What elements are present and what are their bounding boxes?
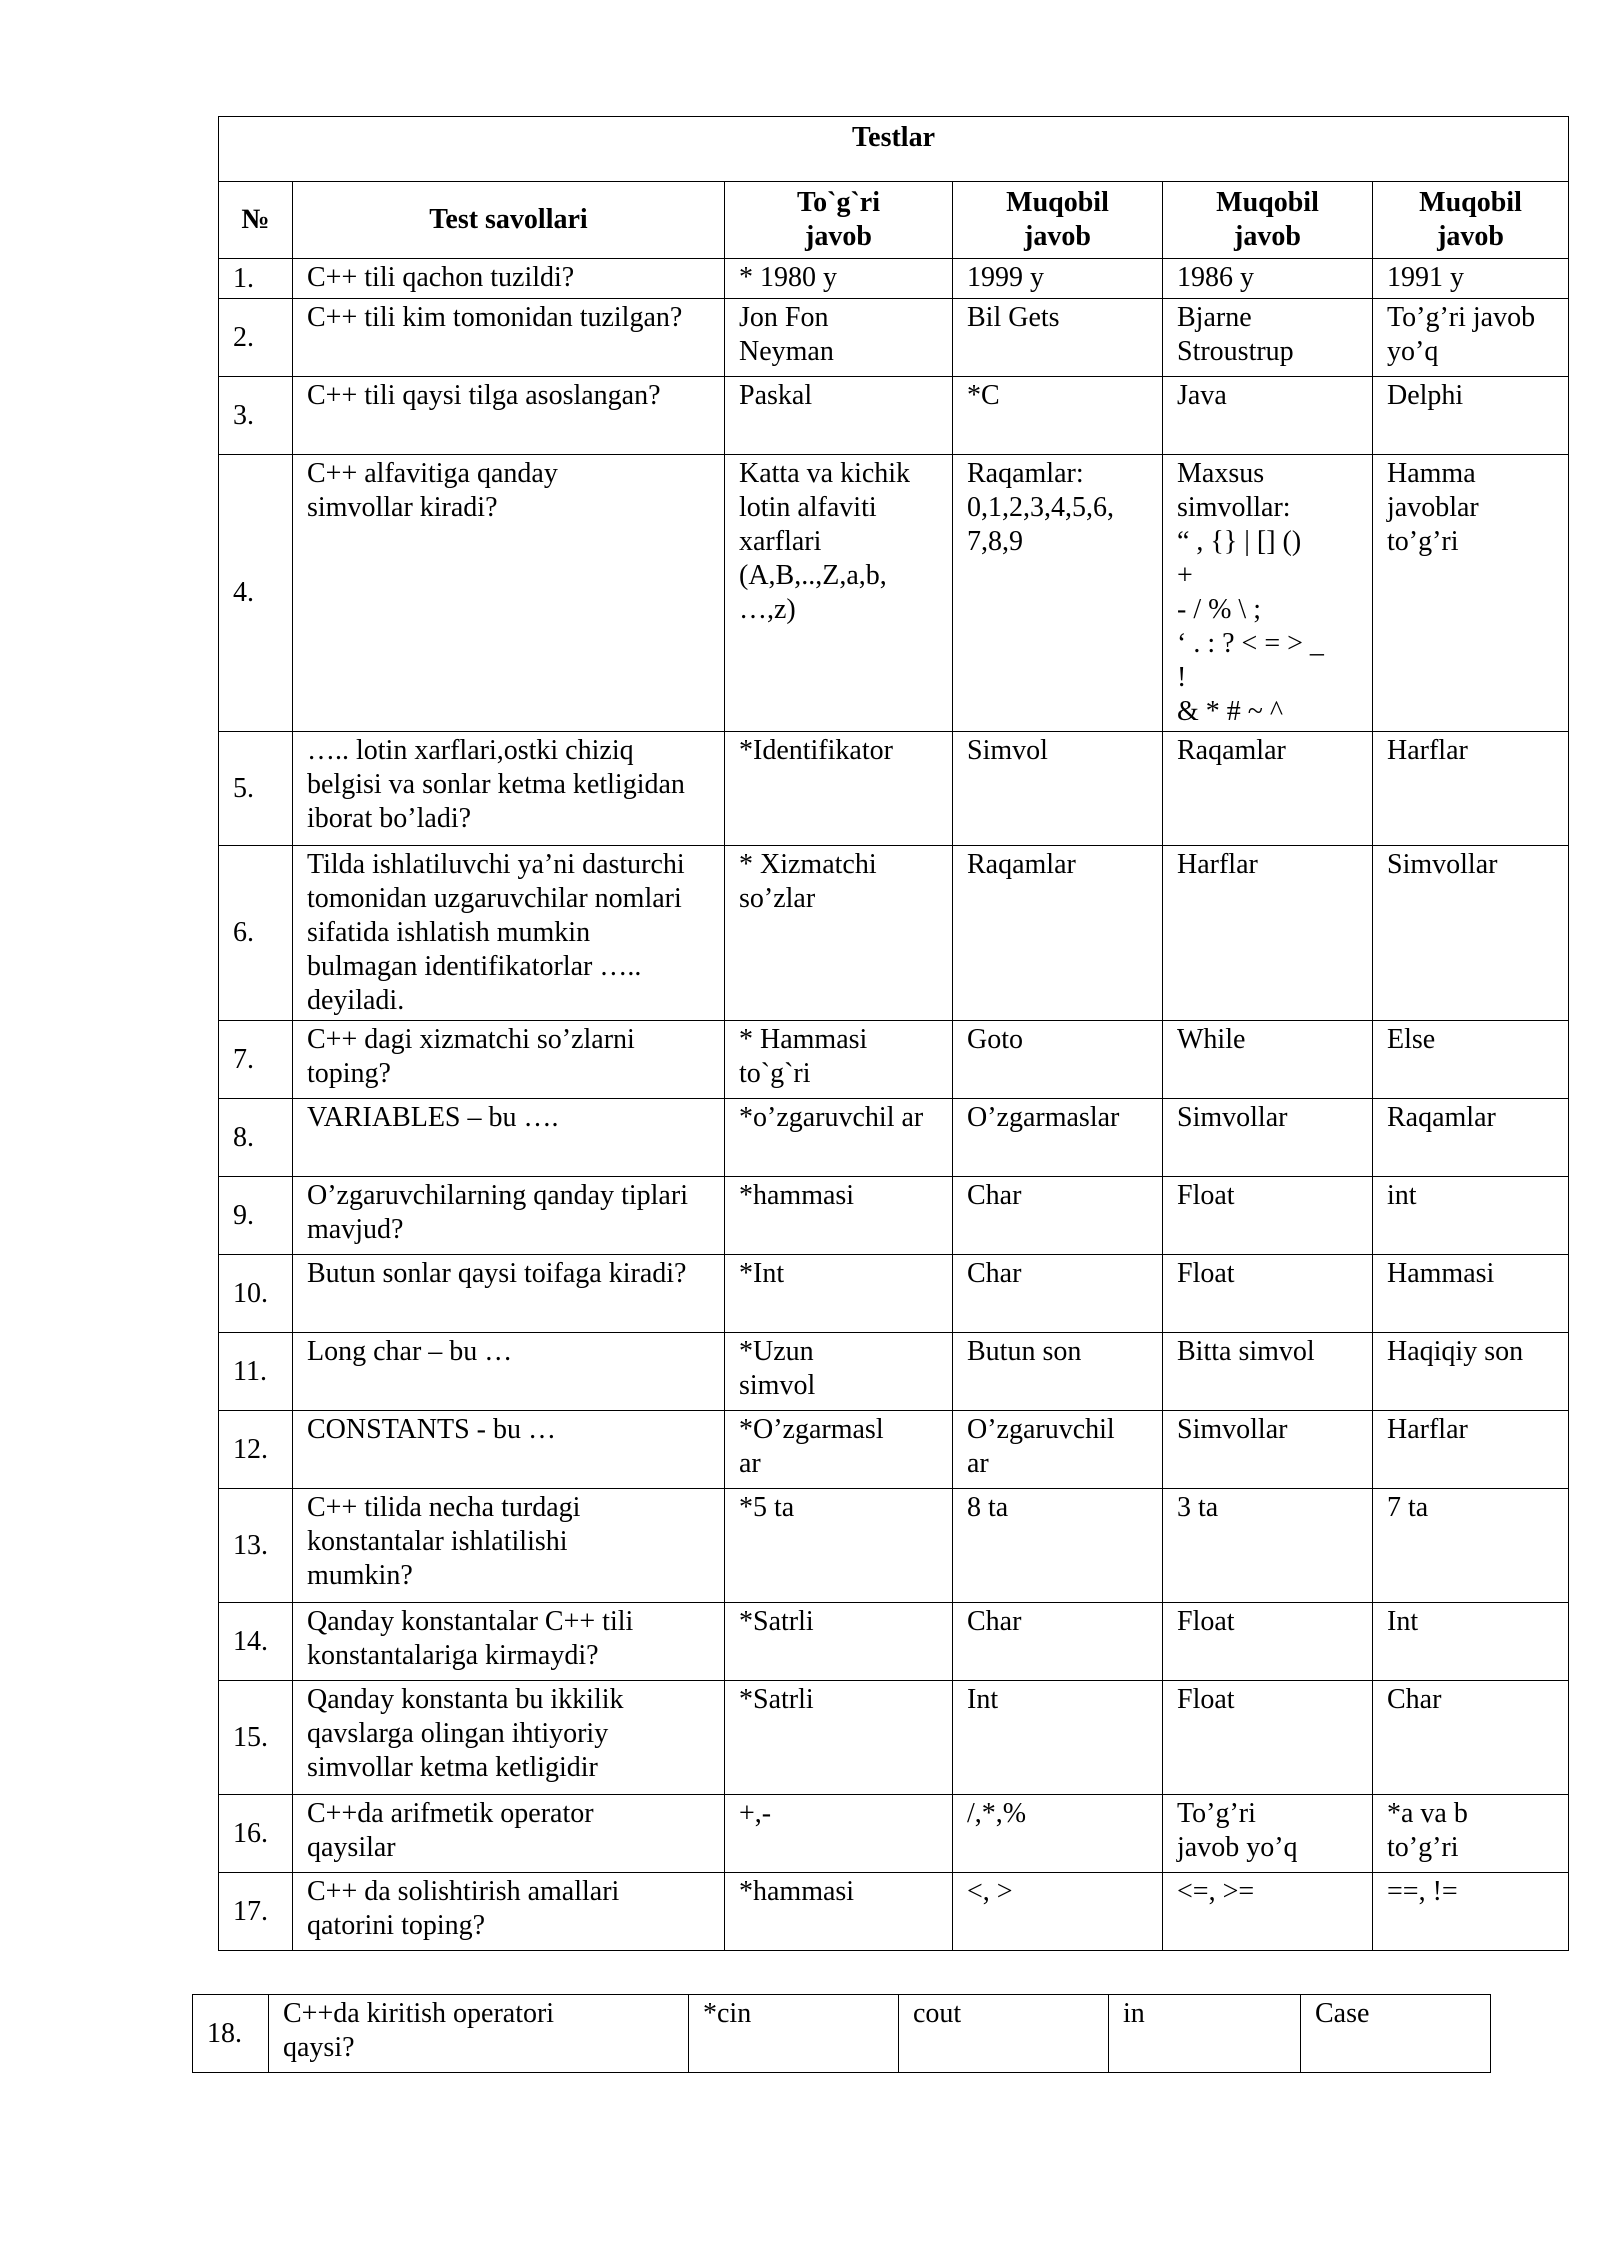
- alternative-answer-3: Harflar: [1373, 1411, 1569, 1489]
- alternative-answer-1: O’zgaruvchil ar: [953, 1411, 1163, 1489]
- question-text: C++da arifmetik operator qaysilar: [293, 1795, 725, 1873]
- alternative-answer-1: Simvol: [953, 732, 1163, 846]
- correct-answer: *5 ta: [725, 1489, 953, 1603]
- alternative-answer-3: Delphi: [1373, 377, 1569, 455]
- question-text: CONSTANTS - bu …: [293, 1411, 725, 1489]
- alternative-answer-3: Int: [1373, 1603, 1569, 1681]
- correct-answer: *cin: [689, 1995, 899, 2073]
- table-title: Testlar: [219, 117, 1569, 182]
- alternative-answer-1: Char: [953, 1603, 1163, 1681]
- header-number: №: [219, 182, 293, 259]
- table-row: [219, 1177, 1569, 1255]
- alternative-answer-1: Butun son: [953, 1333, 1163, 1411]
- question-text: Tilda ishlatiluvchi ya’ni dasturchi tomonidan uzgaruvchilar nomlari sifatida ishlatish mumkin bulmagan identifikatorlar ….. deyiladi.: [293, 846, 725, 1021]
- alternative-answer-2: Float: [1163, 1681, 1373, 1795]
- alternative-answer-2: 3 ta: [1163, 1489, 1373, 1603]
- alternative-answer-3: Else: [1373, 1021, 1569, 1099]
- correct-answer: *Uzun simvol: [725, 1333, 953, 1411]
- alternative-answer-1: Raqamlar: 0,1,2,3,4,5,6, 7,8,9: [953, 455, 1163, 732]
- alternative-answer-1: 1999 y: [953, 259, 1163, 299]
- tests-table-continued-body: [193, 1995, 1491, 2073]
- correct-answer: *hammasi: [725, 1873, 953, 1951]
- table-row: [219, 1021, 1569, 1099]
- question-number: 13.: [219, 1489, 293, 1603]
- alternative-answer-2: <=, >=: [1163, 1873, 1373, 1951]
- alternative-answer-2: Harflar: [1163, 846, 1373, 1021]
- question-number: 7.: [219, 1021, 293, 1099]
- alternative-answer-2: 1986 y: [1163, 259, 1373, 299]
- table-row: [219, 299, 1569, 377]
- alternative-answer-2: While: [1163, 1021, 1373, 1099]
- question-number: 18.: [193, 1995, 269, 2073]
- question-number: 1.: [219, 259, 293, 299]
- header-correct-answer: To`g`ri javob: [725, 182, 953, 259]
- question-text: C++ tilida necha turdagi konstantalar ishlatilishi mumkin?: [293, 1489, 725, 1603]
- alternative-answer-3: Harflar: [1373, 732, 1569, 846]
- alternative-answer-1: <, >: [953, 1873, 1163, 1951]
- alternative-answer-2: Java: [1163, 377, 1373, 455]
- alternative-answer-2: Maxsus simvollar: “ , {} | [] () + - / % \ ; ‘ . : ? < = > _ ! & * # ~ ^: [1163, 455, 1373, 732]
- alternative-answer-2: Bjarne Stroustrup: [1163, 299, 1373, 377]
- alternative-answer-1: *C: [953, 377, 1163, 455]
- header-alternative-answer-3: Muqobil javob: [1373, 182, 1569, 259]
- correct-answer: *Identifikator: [725, 732, 953, 846]
- table-row: [219, 1333, 1569, 1411]
- alternative-answer-3: int: [1373, 1177, 1569, 1255]
- table-row: [219, 377, 1569, 455]
- question-text: Butun sonlar qaysi toifaga kiradi?: [293, 1255, 725, 1333]
- question-number: 10.: [219, 1255, 293, 1333]
- question-text: O’zgaruvchilarning qanday tiplari mavjud?: [293, 1177, 725, 1255]
- alternative-answer-2: To’g’ri javob yo’q: [1163, 1795, 1373, 1873]
- question-number: 15.: [219, 1681, 293, 1795]
- correct-answer: * 1980 y: [725, 259, 953, 299]
- question-text: ….. lotin xarflari,ostki chiziq belgisi va sonlar ketma ketligidan iborat bo’ladi?: [293, 732, 725, 846]
- table-row: [193, 1995, 1491, 2073]
- correct-answer: * Xizmatchi so’zlar: [725, 846, 953, 1021]
- question-number: 8.: [219, 1099, 293, 1177]
- alternative-answer-1: Int: [953, 1681, 1163, 1795]
- tests-table-body: [219, 259, 1569, 1951]
- question-text: VARIABLES – bu ….: [293, 1099, 725, 1177]
- alternative-answer-2: Simvollar: [1163, 1099, 1373, 1177]
- table-row: [219, 1099, 1569, 1177]
- alternative-answer-3: Raqamlar: [1373, 1099, 1569, 1177]
- correct-answer: *Satrli: [725, 1603, 953, 1681]
- question-number: 4.: [219, 455, 293, 732]
- question-text: Qanday konstantalar C++ tili konstantalariga kirmaydi?: [293, 1603, 725, 1681]
- question-number: 16.: [219, 1795, 293, 1873]
- alternative-answer-2: Raqamlar: [1163, 732, 1373, 846]
- alternative-answer-3: Hammasi: [1373, 1255, 1569, 1333]
- table-row: [219, 1873, 1569, 1951]
- correct-answer: +,-: [725, 1795, 953, 1873]
- alternative-answer-3: Char: [1373, 1681, 1569, 1795]
- correct-answer: *hammasi: [725, 1177, 953, 1255]
- alternative-answer-2: Simvollar: [1163, 1411, 1373, 1489]
- table-row: [219, 1681, 1569, 1795]
- question-text: C++ alfavitiga qanday simvollar kiradi?: [293, 455, 725, 732]
- alternative-answer-1: Bil Gets: [953, 299, 1163, 377]
- alternative-answer-1: /,*,%: [953, 1795, 1163, 1873]
- alternative-answer-1: Char: [953, 1255, 1163, 1333]
- alternative-answer-3: *a va b to’g’ri: [1373, 1795, 1569, 1873]
- table-row: [219, 1489, 1569, 1603]
- question-number: 14.: [219, 1603, 293, 1681]
- header-alternative-answer-1: Muqobil javob: [953, 182, 1163, 259]
- alternative-answer-3: Haqiqiy son: [1373, 1333, 1569, 1411]
- alternative-answer-3: 7 ta: [1373, 1489, 1569, 1603]
- question-text: C++ tili kim tomonidan tuzilgan?: [293, 299, 725, 377]
- question-text: C++ tili qaysi tilga asoslangan?: [293, 377, 725, 455]
- alternative-answer-3: Simvollar: [1373, 846, 1569, 1021]
- correct-answer: Katta va kichik lotin alfaviti xarflari (A,B,..,Z,a,b, …,z): [725, 455, 953, 732]
- alternative-answer-3: ==, !=: [1373, 1873, 1569, 1951]
- alternative-answer-3: 1991 y: [1373, 259, 1569, 299]
- correct-answer: *o’zgaruvchil ar: [725, 1099, 953, 1177]
- table-row: [219, 1795, 1569, 1873]
- alternative-answer-2: Bitta simvol: [1163, 1333, 1373, 1411]
- alternative-answer-3: Hamma javoblar to’g’ri: [1373, 455, 1569, 732]
- question-number: 9.: [219, 1177, 293, 1255]
- header-row: [219, 182, 1569, 259]
- tests-table: [218, 116, 1569, 1951]
- alternative-answer-2: Float: [1163, 1177, 1373, 1255]
- table-row: [219, 1411, 1569, 1489]
- alternative-answer-3: To’g’ri javob yo’q: [1373, 299, 1569, 377]
- alternative-answer-1: 8 ta: [953, 1489, 1163, 1603]
- question-text: C++ tili qachon tuzildi?: [293, 259, 725, 299]
- correct-answer: Paskal: [725, 377, 953, 455]
- correct-answer: *O’zgarmasl ar: [725, 1411, 953, 1489]
- table-row: [219, 455, 1569, 732]
- alternative-answer-2: in: [1109, 1995, 1301, 2073]
- question-number: 17.: [219, 1873, 293, 1951]
- alternative-answer-1: Char: [953, 1177, 1163, 1255]
- question-number: 3.: [219, 377, 293, 455]
- correct-answer: Jon Fon Neyman: [725, 299, 953, 377]
- alternative-answer-3: Case: [1301, 1995, 1491, 2073]
- table-row: [219, 1603, 1569, 1681]
- table-row: [219, 732, 1569, 846]
- question-number: 12.: [219, 1411, 293, 1489]
- alternative-answer-1: Goto: [953, 1021, 1163, 1099]
- question-number: 2.: [219, 299, 293, 377]
- alternative-answer-2: Float: [1163, 1255, 1373, 1333]
- header-question: Test savollari: [293, 182, 725, 259]
- header-alternative-answer-2: Muqobil javob: [1163, 182, 1373, 259]
- question-number: 11.: [219, 1333, 293, 1411]
- tests-table-continued: [192, 1994, 1491, 2073]
- table-row: [219, 259, 1569, 299]
- title-row: [219, 117, 1569, 182]
- question-text: C++ dagi xizmatchi so’zlarni toping?: [293, 1021, 725, 1099]
- question-text: Qanday konstanta bu ikkilik qavslarga olingan ihtiyoriy simvollar ketma ketligidir: [293, 1681, 725, 1795]
- alternative-answer-1: O’zgarmaslar: [953, 1099, 1163, 1177]
- question-number: 5.: [219, 732, 293, 846]
- question-text: C++da kiritish operatori qaysi?: [269, 1995, 689, 2073]
- alternative-answer-1: Raqamlar: [953, 846, 1163, 1021]
- alternative-answer-1: cout: [899, 1995, 1109, 2073]
- question-text: C++ da solishtirish amallari qatorini toping?: [293, 1873, 725, 1951]
- correct-answer: *Int: [725, 1255, 953, 1333]
- table-row: [219, 1255, 1569, 1333]
- question-number: 6.: [219, 846, 293, 1021]
- correct-answer: *Satrli: [725, 1681, 953, 1795]
- question-text: Long char – bu …: [293, 1333, 725, 1411]
- correct-answer: * Hammasi to`g`ri: [725, 1021, 953, 1099]
- table-row: [219, 846, 1569, 1021]
- alternative-answer-2: Float: [1163, 1603, 1373, 1681]
